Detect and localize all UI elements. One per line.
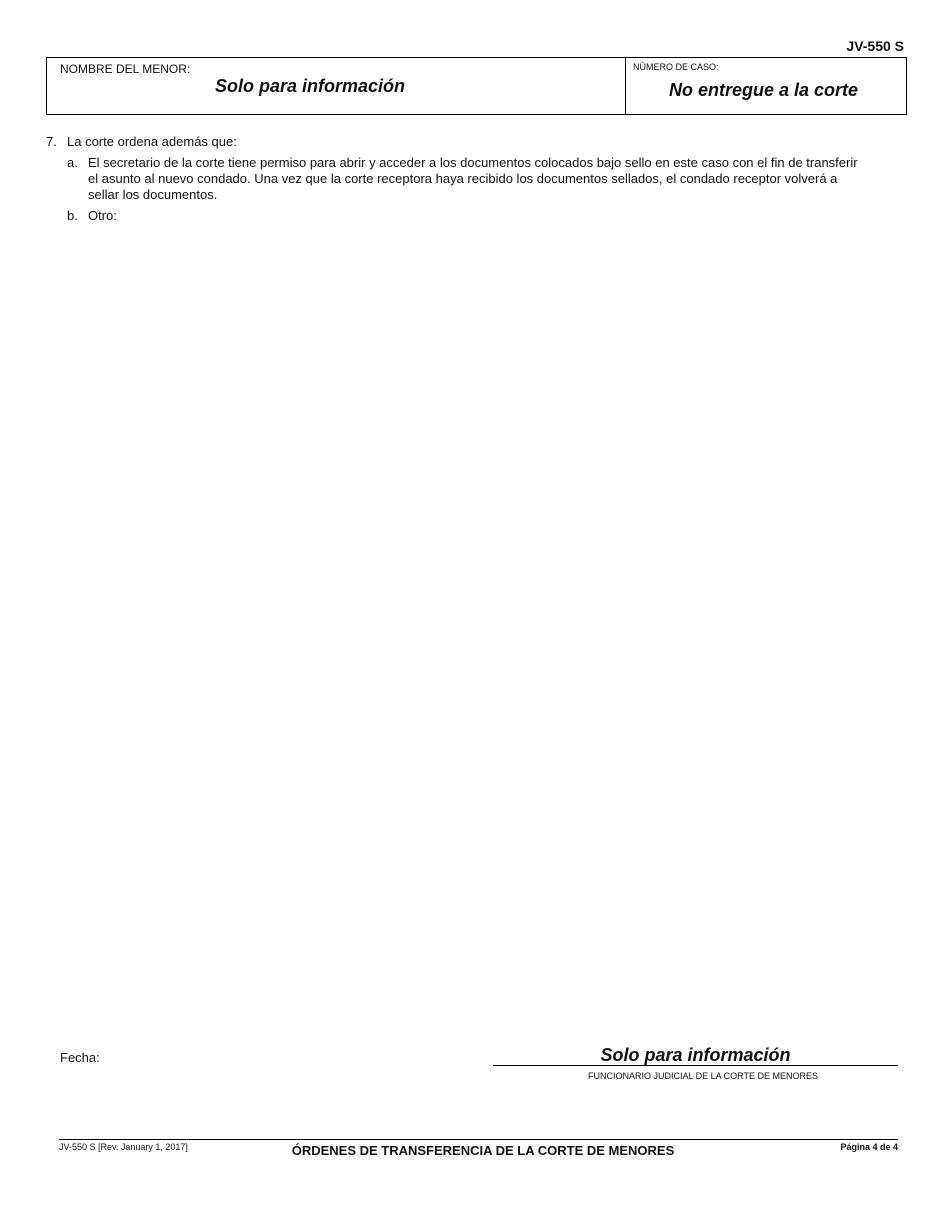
minor-name-label: NOMBRE DEL MENOR: bbox=[60, 62, 191, 76]
item-7a-text: El secretario de la corte tiene permiso para abrir y acceder a los documentos colocados bajo sello en este caso con el fin de transferir el asunto al nuevo condado. Una vez que la corte receptora haya recibido los documentos sellados, el condado receptor volverá a sellar los documentos. bbox=[88, 155, 858, 202]
footer-title: ÓRDENES DE TRANSFERENCIA DE LA CORTE DE MENORES bbox=[291, 1143, 675, 1158]
case-number-field[interactable]: No entregue a la corte bbox=[669, 80, 859, 100]
footer-revision: JV-550 S [Rev. January 1, 2017] bbox=[59, 1142, 188, 1152]
case-number-cell bbox=[626, 58, 906, 114]
signature-caption: FUNCIONARIO JUDICIAL DE LA CORTE DE MENORES bbox=[587, 1071, 819, 1081]
minor-name-field[interactable]: Solo para información bbox=[215, 76, 406, 96]
footer-page-number: Página 4 de 4 bbox=[840, 1142, 898, 1152]
item-7a bbox=[67, 155, 867, 203]
item-7 bbox=[46, 134, 237, 150]
item-7b bbox=[67, 208, 867, 224]
item-7a-letter: a. bbox=[67, 155, 78, 170]
item-7b-letter: b. bbox=[67, 208, 78, 223]
item-7-text: La corte ordena además que: bbox=[67, 134, 237, 149]
signature-line bbox=[493, 1065, 898, 1066]
caption-box bbox=[46, 57, 907, 115]
item-7-number: 7. bbox=[46, 134, 57, 149]
form-id: JV-550 S bbox=[846, 38, 904, 54]
date-label: Fecha: bbox=[60, 1050, 100, 1065]
minor-name-cell bbox=[47, 58, 626, 114]
footer-divider bbox=[59, 1139, 898, 1140]
case-number-label: NÚMERO DE CASO: bbox=[633, 62, 719, 72]
signature-field[interactable]: Solo para información bbox=[600, 1045, 791, 1065]
item-7b-label: Otro: bbox=[88, 208, 117, 223]
